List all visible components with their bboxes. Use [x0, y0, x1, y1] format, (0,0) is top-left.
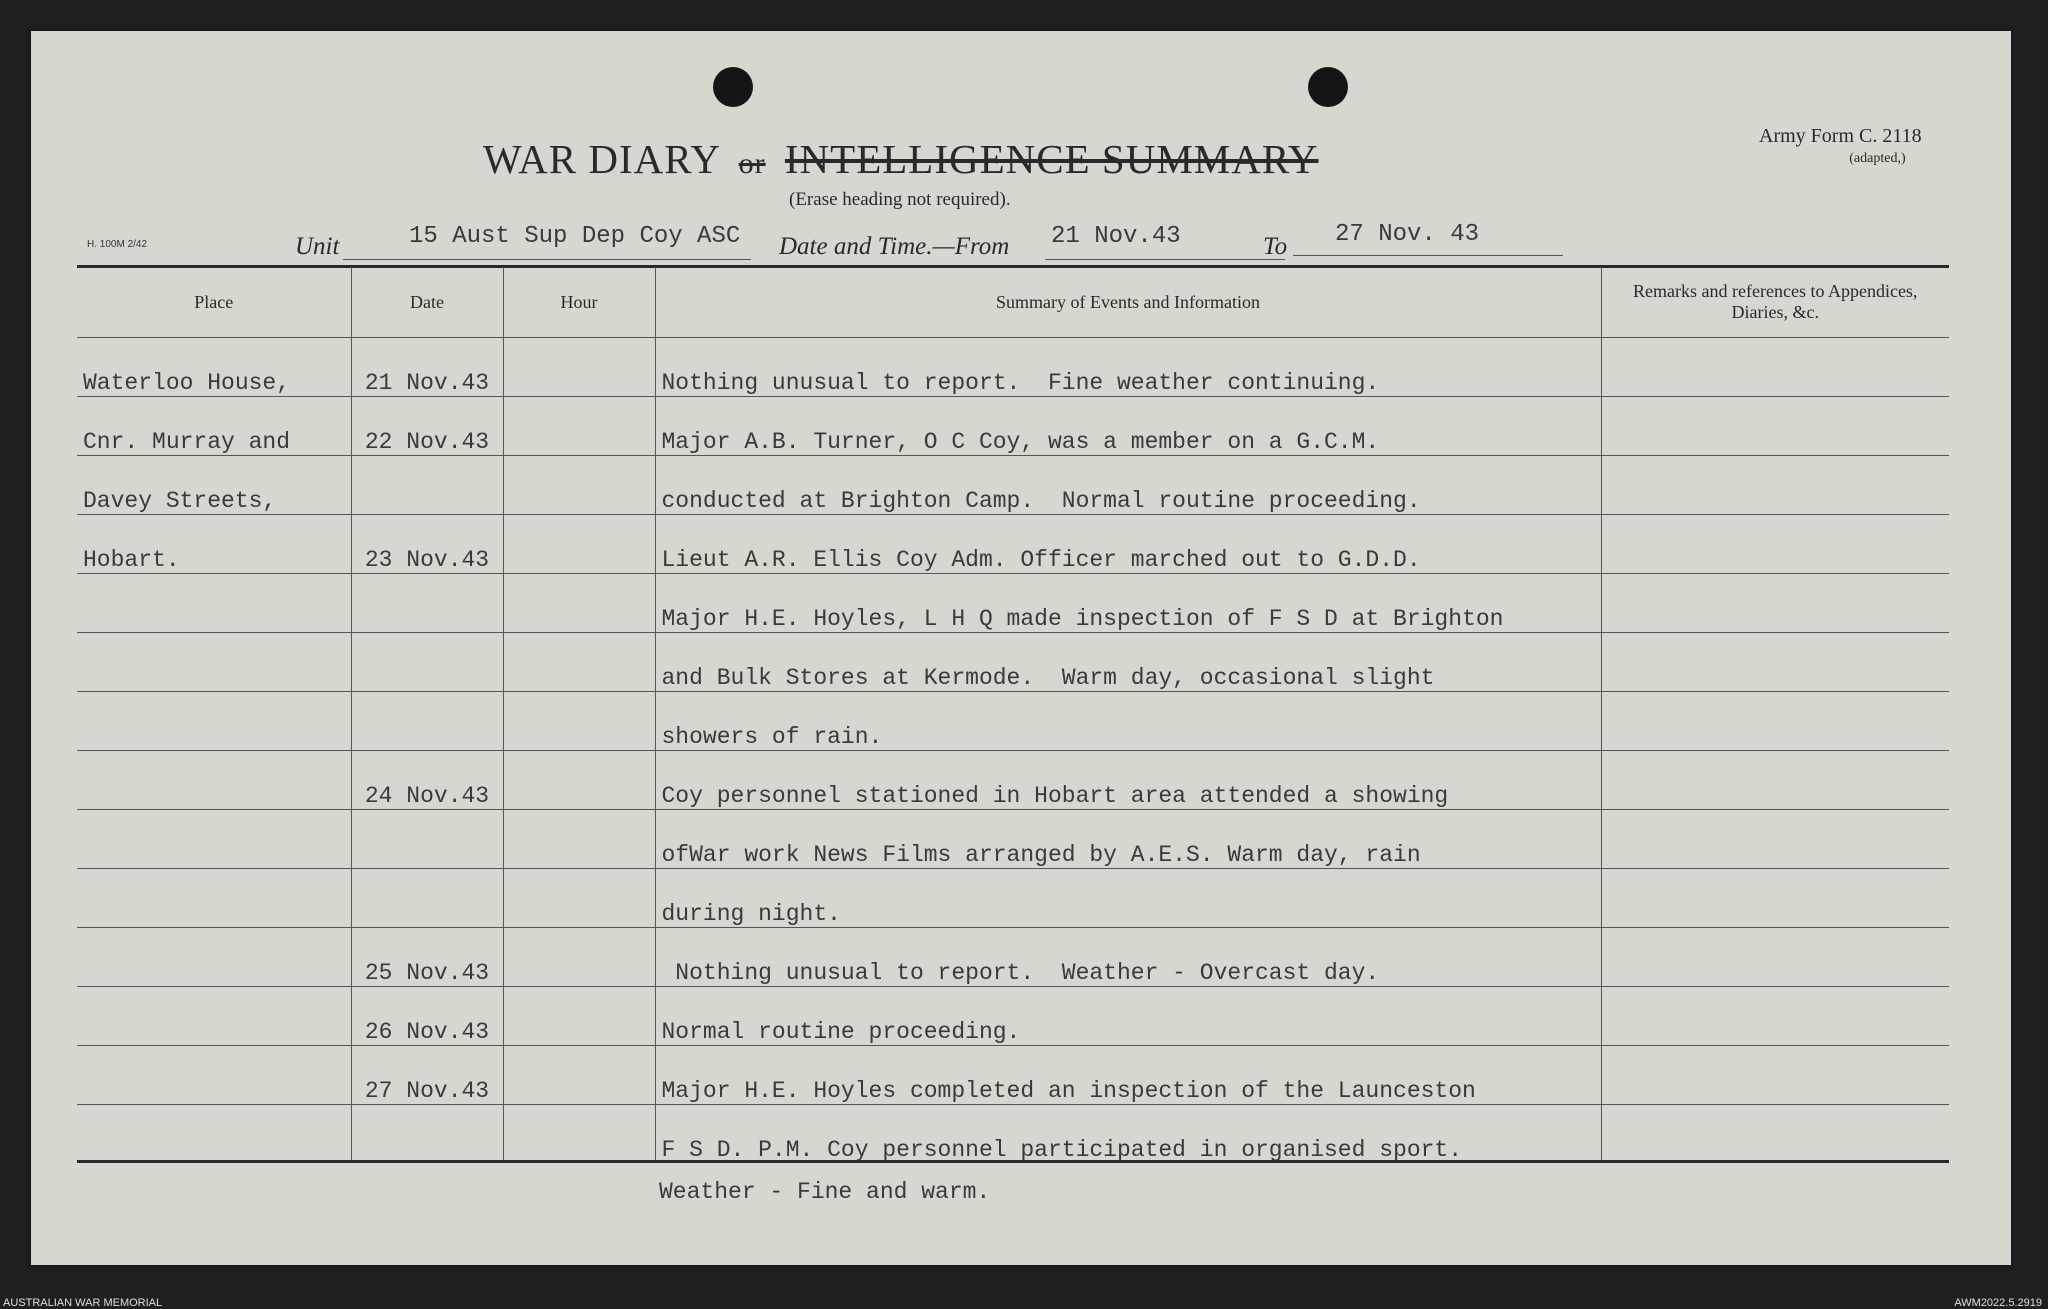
table-row: [77, 751, 1949, 810]
cell-hour: [503, 810, 655, 869]
overflow-summary-line: Weather - Fine and warm.: [659, 1179, 991, 1205]
cell-hour: [503, 456, 655, 515]
table-bottom-rule: [77, 1160, 1949, 1163]
cell-date: 23 Nov.43: [351, 515, 503, 574]
cell-remarks: [1601, 1046, 1949, 1105]
cell-date: 26 Nov.43: [351, 987, 503, 1046]
to-fill-line: [1293, 255, 1563, 256]
title-primary: WAR DIARY: [483, 136, 720, 182]
cell-date: [351, 456, 503, 515]
table-row: [77, 574, 1949, 633]
erase-note: (Erase heading not required).: [789, 189, 1011, 210]
cell-place: [77, 633, 351, 692]
table-row: [77, 810, 1949, 869]
cell-place: [77, 751, 351, 810]
cell-place: Cnr. Murray and: [77, 397, 351, 456]
cell-place: [77, 692, 351, 751]
cell-remarks: [1601, 692, 1949, 751]
cell-remarks: [1601, 987, 1949, 1046]
cell-summary: Major H.E. Hoyles, L H Q made inspection of F S D at Brighton: [655, 574, 1601, 633]
cell-hour: [503, 1046, 655, 1105]
cell-date: 24 Nov.43: [351, 751, 503, 810]
cell-date: [351, 869, 503, 928]
cell-date: [351, 633, 503, 692]
col-header-date: Date: [351, 267, 503, 338]
footer-right: AWM2022.5.2919: [1954, 1297, 2042, 1309]
cell-remarks: [1601, 338, 1949, 397]
cell-date: 25 Nov.43: [351, 928, 503, 987]
table-row: [77, 515, 1949, 574]
table-row: [77, 1046, 1949, 1105]
cell-summary: Nothing unusual to report. Weather - Overcast day.: [655, 928, 1601, 987]
cell-place: [77, 1105, 351, 1164]
cell-remarks: [1601, 515, 1949, 574]
cell-place: Hobart.: [77, 515, 351, 574]
title-or: or: [738, 147, 766, 180]
form-code: H. 100M 2/42: [87, 239, 148, 250]
cell-date: [351, 574, 503, 633]
cell-date: 21 Nov.43: [351, 338, 503, 397]
army-form-number: Army Form C. 2118: [1759, 125, 1922, 147]
cell-summary: Coy personnel stationed in Hobart area attended a showing: [655, 751, 1601, 810]
table-row: [77, 397, 1949, 456]
army-form-sub: (adapted,): [1849, 151, 1906, 166]
cell-summary: Normal routine proceeding.: [655, 987, 1601, 1046]
unit-label: Unit: [295, 233, 340, 260]
cell-place: Waterloo House,: [77, 338, 351, 397]
cell-place: [77, 810, 351, 869]
cell-remarks: [1601, 633, 1949, 692]
cell-summary: Major H.E. Hoyles completed an inspection of the Launceston: [655, 1046, 1601, 1105]
cell-place: [77, 987, 351, 1046]
col-header-place: Place: [77, 267, 351, 338]
cell-date: 27 Nov.43: [351, 1046, 503, 1105]
cell-date: [351, 810, 503, 869]
col-header-hour: Hour: [503, 267, 655, 338]
from-fill-line: [1045, 259, 1285, 260]
cell-hour: [503, 928, 655, 987]
cell-remarks: [1601, 574, 1949, 633]
punch-hole: [713, 67, 753, 107]
cell-date: [351, 692, 503, 751]
table-row: [77, 1105, 1949, 1164]
table-header-row: [77, 267, 1949, 338]
cell-place: [77, 928, 351, 987]
cell-place: [77, 574, 351, 633]
table-row: [77, 869, 1949, 928]
to-value: 27 Nov. 43: [1335, 221, 1480, 248]
diary-sheet: [31, 31, 2011, 1265]
col-header-remarks: Remarks and references to Appendices, Diaries, &c.: [1601, 267, 1949, 338]
cell-hour: [503, 869, 655, 928]
cell-date: 22 Nov.43: [351, 397, 503, 456]
cell-summary: Major A.B. Turner, O C Coy, was a member on a G.C.M.: [655, 397, 1601, 456]
cell-summary: conducted at Brighton Camp. Normal routine proceeding.: [655, 456, 1601, 515]
cell-place: [77, 1046, 351, 1105]
cell-summary: and Bulk Stores at Kermode. Warm day, occasional slight: [655, 633, 1601, 692]
cell-remarks: [1601, 397, 1949, 456]
cell-remarks: [1601, 751, 1949, 810]
cell-remarks: [1601, 456, 1949, 515]
form-title: [483, 135, 1319, 183]
cell-hour: [503, 338, 655, 397]
table-row: [77, 928, 1949, 987]
cell-summary: during night.: [655, 869, 1601, 928]
cell-summary: Lieut A.R. Ellis Coy Adm. Officer marched out to G.D.D.: [655, 515, 1601, 574]
col-header-summary: Summary of Events and Information: [655, 267, 1601, 338]
cell-remarks: [1601, 810, 1949, 869]
cell-hour: [503, 987, 655, 1046]
cell-remarks: [1601, 928, 1949, 987]
punch-hole: [1308, 67, 1348, 107]
cell-summary: showers of rain.: [655, 692, 1601, 751]
cell-hour: [503, 574, 655, 633]
cell-date: [351, 1105, 503, 1164]
from-value: 21 Nov.43: [1051, 223, 1181, 250]
cell-hour: [503, 397, 655, 456]
table-row: [77, 692, 1949, 751]
from-label: Date and Time.—From: [779, 233, 1010, 260]
cell-place: [77, 869, 351, 928]
cell-hour: [503, 515, 655, 574]
cell-hour: [503, 633, 655, 692]
cell-hour: [503, 1105, 655, 1164]
army-form-label: [1759, 125, 1922, 167]
cell-remarks: [1601, 869, 1949, 928]
cell-summary: Nothing unusual to report. Fine weather continuing.: [655, 338, 1601, 397]
cell-place: Davey Streets,: [77, 456, 351, 515]
cell-summary: F S D. P.M. Coy personnel participated in organised sport.: [655, 1105, 1601, 1164]
title-struck: INTELLIGENCE SUMMARY: [784, 136, 1319, 182]
table-row: [77, 987, 1949, 1046]
cell-remarks: [1601, 1105, 1949, 1164]
table-row: [77, 456, 1949, 515]
footer-left: AUSTRALIAN WAR MEMORIAL: [3, 1297, 163, 1309]
unit-value: 15 Aust Sup Dep Coy ASC: [409, 223, 741, 250]
cell-summary: ofWar work News Films arranged by A.E.S. Warm day, rain: [655, 810, 1601, 869]
table-row: [77, 338, 1949, 397]
cell-hour: [503, 751, 655, 810]
unit-fill-line: [343, 259, 751, 260]
diary-table: [77, 267, 1949, 1163]
to-label: To: [1263, 233, 1288, 260]
table-row: [77, 633, 1949, 692]
cell-hour: [503, 692, 655, 751]
